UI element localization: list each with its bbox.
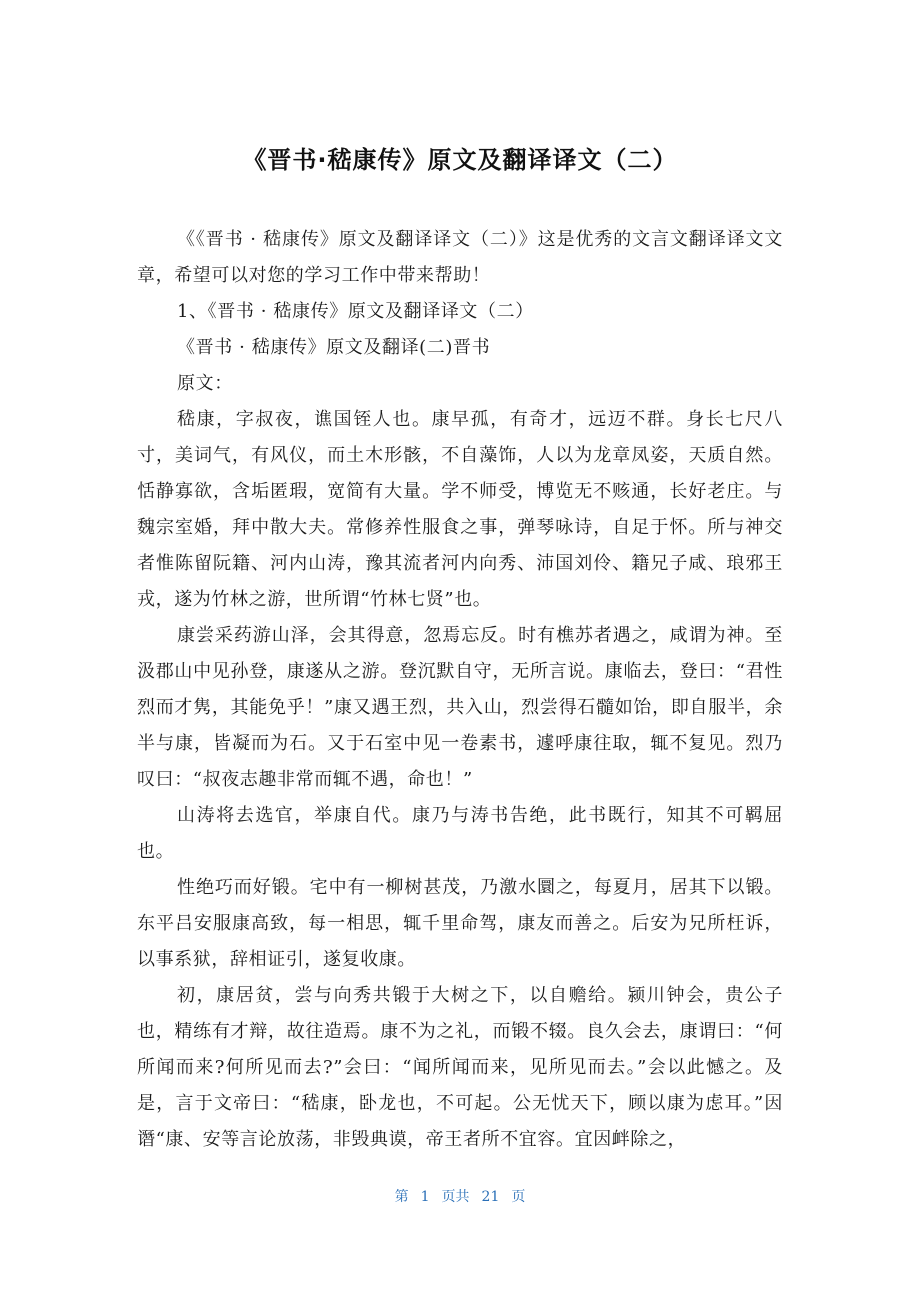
document-body [137,222,783,1158]
section-heading: 1、《晋书 · 嵇康传》原文及翻译译文（二） [177,301,534,322]
body-paragraph: 康尝采药游山泽，会其得意，忽焉忘反。时有樵苏者遇之，咸谓为神。至汲郡山中见孙登，康遂从之游。登沉默自守，无所言说。康临去，登曰：“君性烈而才隽，其能免乎！”康又遇王烈，共入山，烈尝得石髓如饴，即自服半，余半与康，皆凝而为石。又于石室中见一卷素书，遽呼康往取，辄不复见。烈乃叹曰：“叔夜志趣非常而辄不遇，命也！” [137,625,783,790]
original-text-label: 原文： [177,373,233,394]
body-paragraph: 山涛将去选官，举康自代。康乃与涛书告绝，此书既行，知其不可羁屈也。 [137,805,783,862]
intro-paragraph: 《《晋书 · 嵇康传》原文及翻译译文（二）》这是优秀的文言文翻译译文文章，希望可以对您的学习工作中带来帮助！ [137,229,783,286]
body-paragraph: 初，康居贫，尝与向秀共锻于大树之下，以自赡给。颍川钟会，贵公子也，精练有才辩，故往造焉。康不为之礼，而锻不辍。良久会去，康谓曰：“何所闻而来?何所见而去?”会曰：“闻所闻而来，见所见而去。”会以此憾之。及是，言于文帝曰：“嵇康，卧龙也，不可起。公无忧天下，顾以康为虑耳。”因谮“康、安等言论放荡，非毁典谟，帝王者所不宜容。宜因衅除之， [137,985,783,1150]
footer-mid: 页共 [441,1189,470,1205]
footer-suffix: 页 [511,1189,526,1205]
footer-page-number: 1 [420,1189,430,1205]
subsection-heading: 《晋书 · 嵇康传》原文及翻译(二)晋书 [177,337,491,358]
body-paragraph: 嵇康，字叔夜，谯国铚人也。康早孤，有奇才，远迈不群。身长七尺八寸，美词气，有风仪，而土木形骸，不自藻饰，人以为龙章凤姿，天质自然。恬静寡欲，含垢匿瑕，宽简有大量。学不师受，博览无不赅通，长好老庄。与魏宗室婚，拜中散大夫。常修养性服食之事，弹琴咏诗，自足于怀。所与神交者惟陈留阮籍、河内山涛，豫其流者河内向秀、沛国刘伶、籍兄子咸、琅邪王戎，遂为竹林之游，世所谓“竹林七贤”也。 [137,409,783,610]
footer-total-pages: 21 [481,1189,500,1205]
body-paragraph: 性绝巧而好锻。宅中有一柳树甚茂，乃激水圜之，每夏月，居其下以锻。东平吕安服康高致，每一相思，辄千里命驾，康友而善之。后安为兄所枉诉，以事系狱，辞相证引，遂复收康。 [137,877,783,970]
document-title: 《晋书·嵇康传》原文及翻译译文（二） [242,146,678,174]
footer-prefix: 第 [394,1189,409,1205]
page-footer [0,1186,920,1206]
